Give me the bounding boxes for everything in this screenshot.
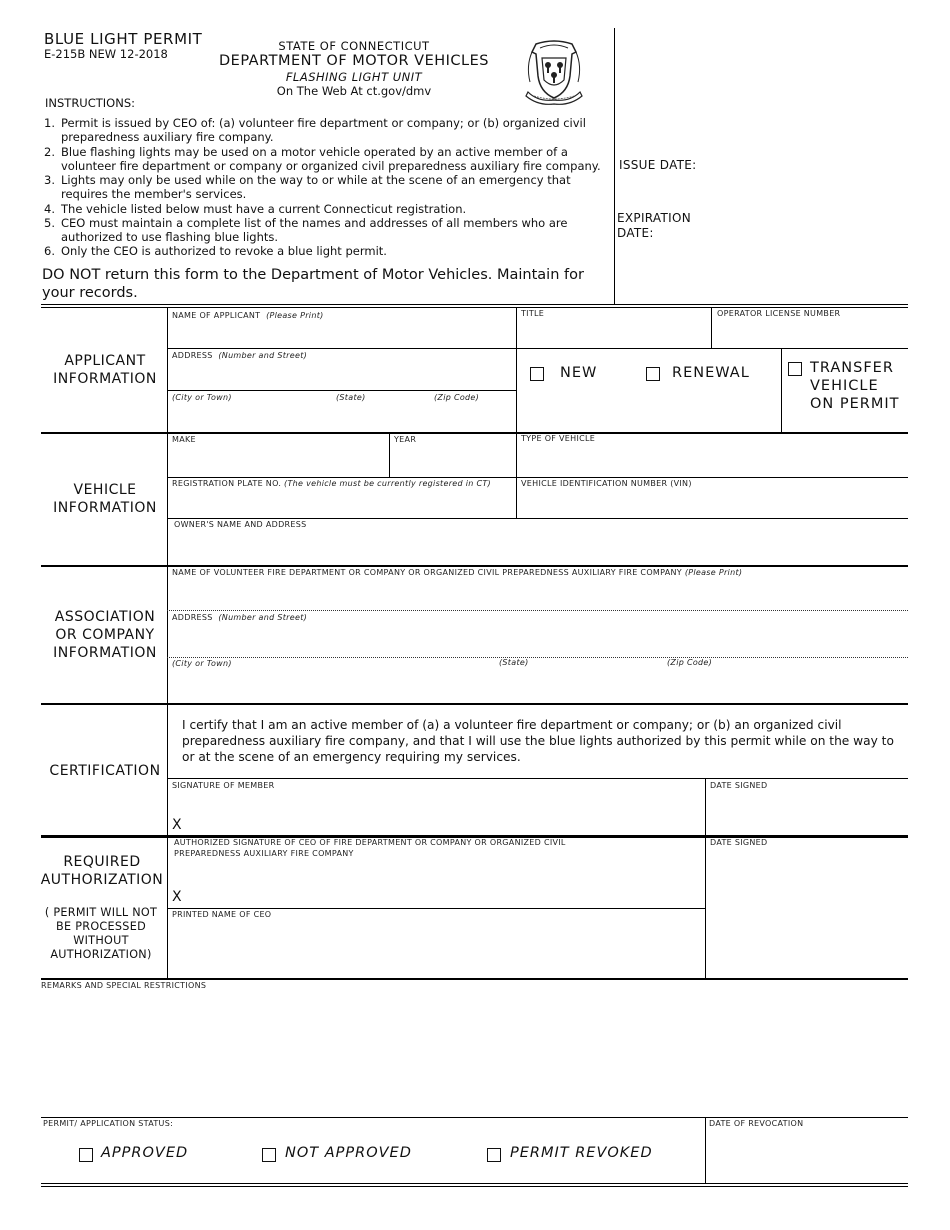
applicant-section-title: APPLICANT INFORMATION — [53, 353, 157, 387]
member-signature-label: SIGNATURE OF MEMBER — [172, 781, 275, 790]
year-field[interactable] — [391, 446, 514, 475]
instruction-text: Lights may only be used while on the way to or while at the scene of an emergency that requires the member's services. — [61, 173, 571, 201]
owner-field[interactable] — [169, 532, 906, 563]
ceo-signature-field[interactable] — [186, 862, 701, 906]
ceo-printed-name-label: PRINTED NAME OF CEO — [172, 910, 272, 919]
instructions-heading: INSTRUCTIONS: — [45, 96, 136, 110]
owner-label: OWNER'S NAME AND ADDRESS — [174, 520, 307, 529]
ceo-date-signed-field[interactable] — [707, 850, 906, 975]
member-signature-field[interactable] — [186, 792, 701, 832]
applicant-name-label: NAME OF APPLICANT (Please Print) — [172, 311, 324, 320]
instruction-item — [44, 216, 604, 244]
instruction-text: The vehicle listed below must have a current Connecticut registration. — [61, 202, 467, 216]
remarks-field[interactable] — [41, 994, 908, 1114]
state-hint: (State) — [336, 393, 366, 402]
revocation-date-field[interactable] — [707, 1131, 906, 1181]
instruction-item — [44, 145, 604, 173]
instruction-item — [44, 244, 604, 258]
instruction-item — [44, 116, 604, 144]
authorization-note: ( PERMIT WILL NOT BE PROCESSED WITHOUT AUTHORIZATION) — [44, 906, 158, 961]
association-section-title: ASSOCIATION OR COMPANY INFORMATION — [53, 609, 157, 661]
remarks-label: REMARKS AND SPECIAL RESTRICTIONS — [41, 981, 207, 990]
applicant-address-label: ADDRESS (Number and Street) — [172, 351, 308, 360]
ceo-date-signed-label: DATE SIGNED — [710, 838, 768, 847]
association-address-label: ADDRESS (Number and Street) — [172, 613, 308, 622]
applicant-city-state-zip-field[interactable] — [169, 404, 514, 430]
vin-label: VEHICLE IDENTIFICATION NUMBER (VIN) — [521, 479, 692, 488]
association-address-field[interactable] — [169, 624, 906, 655]
instruction-text: CEO must maintain a complete list of the names and addresses of all members who are authorized to use flashing blue lights. — [61, 216, 568, 244]
x-mark: X — [172, 817, 182, 833]
revocation-date-label: DATE OF REVOCATION — [709, 1119, 804, 1128]
member-date-signed-field[interactable] — [707, 792, 906, 832]
expiration-date-label: EXPIRATION DATE: — [617, 211, 691, 240]
issue-date-field[interactable] — [700, 150, 905, 176]
city-hint: (City or Town) — [172, 393, 232, 402]
association-state-hint: (State) — [499, 658, 529, 667]
vehicle-section-title: VEHICLE INFORMATION — [53, 482, 157, 516]
instruction-number: 3. — [44, 173, 55, 187]
applicant-name-field[interactable] — [169, 322, 514, 346]
state-seal-icon — [518, 36, 590, 108]
approved-checkbox[interactable] — [79, 1148, 93, 1162]
association-city-hint: (City or Town) — [172, 659, 232, 668]
department-name: DEPARTMENT OF MOTOR VEHICLES — [219, 53, 489, 69]
not-approved-checkbox[interactable] — [262, 1148, 276, 1162]
member-date-signed-label: DATE SIGNED — [710, 781, 768, 790]
approved-label: APPROVED — [101, 1145, 189, 1161]
ceo-signature-label: AUTHORIZED SIGNATURE OF CEO OF FIRE DEPARTMENT OR COMPANY OR ORGANIZED CIVIL PREPAREDNESS AUXILIARY FIRE COMPANY — [174, 838, 566, 858]
certification-section-title: CERTIFICATION — [49, 763, 161, 779]
authorization-section-title: REQUIRED AUTHORIZATION — [40, 854, 164, 888]
vin-field[interactable] — [518, 490, 906, 516]
return-notice: DO NOT return this form to the Department of Motor Vehicles. Maintain for your records. — [42, 267, 584, 301]
unit-name: FLASHING LIGHT UNIT — [285, 70, 423, 84]
instruction-text: Only the CEO is authorized to revoke a blue light permit. — [61, 244, 387, 258]
license-field[interactable] — [713, 320, 906, 346]
web-address: On The Web At ct.gov/dmv — [276, 84, 432, 98]
transfer-label: TRANSFER VEHICLE ON PERMIT — [810, 360, 900, 412]
association-city-state-zip-field[interactable] — [169, 670, 906, 701]
certification-statement: I certify that I am an active member of (a) a volunteer fire department or company; or (b) an organized civil preparedness auxiliary fire company, and that I will use the blue lights authorized by this permit while on the way to or at the scene of an emergency requiring my services. — [182, 718, 894, 764]
ceo-printed-name-field[interactable] — [169, 922, 703, 976]
type-field[interactable] — [518, 446, 906, 475]
renewal-checkbox[interactable] — [646, 367, 660, 381]
status-label: PERMIT/ APPLICATION STATUS: — [43, 1119, 174, 1128]
expiration-date-field[interactable] — [710, 210, 905, 244]
year-label: YEAR — [394, 435, 417, 444]
title-label: TITLE — [521, 309, 545, 318]
association-name-label: NAME OF VOLUNTEER FIRE DEPARTMENT OR COMPANY OR ORGANIZED CIVIL PREPAREDNESS AUXILIARY FIRE COMPANY (Please Print) — [172, 568, 743, 577]
issue-date-label: ISSUE DATE: — [619, 158, 697, 172]
instruction-number: 1. — [44, 116, 55, 130]
make-label: MAKE — [172, 435, 196, 444]
applicant-address-field[interactable] — [169, 362, 514, 388]
association-zip-hint: (Zip Code) — [667, 658, 713, 667]
instruction-number: 6. — [44, 244, 55, 258]
x-mark: X — [172, 889, 182, 905]
renewal-label: RENEWAL — [672, 365, 750, 381]
association-name-field[interactable] — [169, 580, 906, 608]
title-field[interactable] — [518, 320, 709, 346]
instruction-item — [44, 202, 604, 216]
new-label: NEW — [560, 365, 598, 381]
instruction-number: 2. — [44, 145, 55, 159]
instruction-number: 4. — [44, 202, 55, 216]
not-approved-label: NOT APPROVED — [285, 1145, 412, 1161]
zip-hint: (Zip Code) — [434, 393, 480, 402]
instruction-item — [44, 173, 604, 201]
transfer-checkbox[interactable] — [788, 362, 802, 376]
make-field[interactable] — [169, 446, 387, 475]
instruction-text: Blue flashing lights may be used on a motor vehicle operated by an active member of a volunteer fire department or company or organized civil preparedness auxiliary fire company. — [61, 145, 601, 173]
permit-revoked-label: PERMIT REVOKED — [510, 1145, 653, 1161]
plate-label: REGISTRATION PLATE NO. (The vehicle must be currently registered in CT) — [172, 479, 491, 488]
instruction-text: Permit is issued by CEO of: (a) volunteer fire department or company; or (b) organized civil preparedness auxiliary fire company. — [61, 116, 586, 144]
license-label: OPERATOR LICENSE NUMBER — [717, 309, 841, 318]
form-title: BLUE LIGHT PERMIT — [44, 30, 203, 48]
new-checkbox[interactable] — [530, 367, 544, 381]
instruction-number: 5. — [44, 216, 55, 230]
permit-revoked-checkbox[interactable] — [487, 1148, 501, 1162]
form-number: E-215B NEW 12-2018 — [44, 47, 168, 61]
type-label: TYPE OF VEHICLE — [521, 434, 596, 443]
state-name: STATE OF CONNECTICUT — [278, 39, 430, 53]
plate-field[interactable] — [169, 490, 514, 516]
